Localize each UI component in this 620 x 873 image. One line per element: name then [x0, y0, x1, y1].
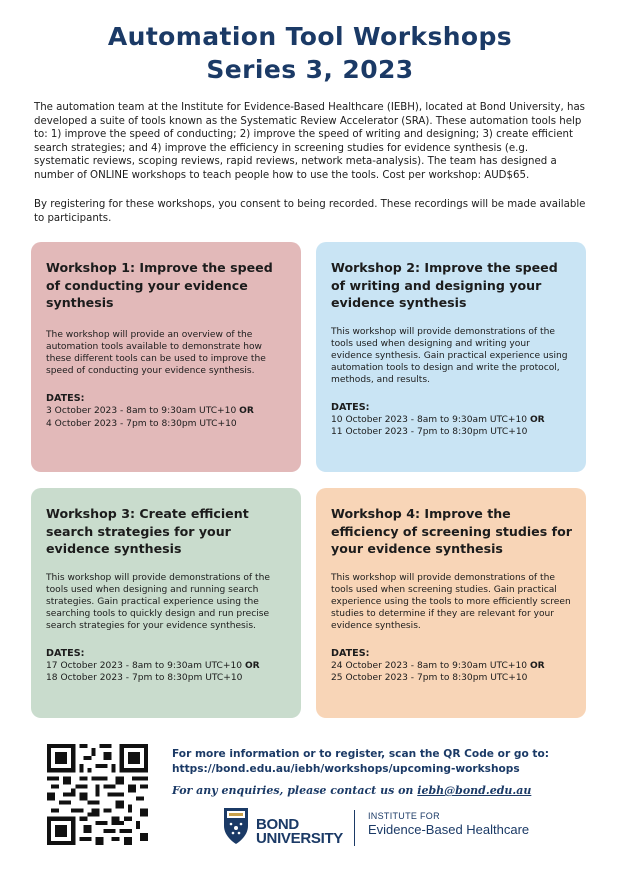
logo-divider	[354, 810, 355, 846]
date-option-1	[331, 414, 572, 426]
info-text: For more information or to register, scan the QR Code or go to:	[172, 748, 549, 760]
workshop-description: This workshop will provide demonstrations of the tools used when designing and writing your evidence synthesis. Gain practical experience using automation tools to design and write the protocol, methods, and results.	[331, 326, 568, 386]
workshop-card-2	[316, 242, 586, 472]
workshop-description: This workshop will provide demonstrations of the tools used when screening studies. Gain practical experience using the tools to more efficiently screen studies to determine if they are relevant for your evidence synthesis.	[331, 572, 571, 632]
enquiry-text: For any enquiries, please contact us on	[172, 784, 414, 797]
crest-icon	[222, 806, 250, 846]
consent-paragraph: By registering for these workshops, you consent to being recorded. These recordings will be made available to participants.	[34, 199, 586, 224]
or-label: OR	[529, 660, 545, 671]
dates-label: DATES:	[46, 647, 85, 659]
dates-label: DATES:	[46, 393, 85, 405]
enquiry-line	[172, 784, 592, 798]
workshop-title: Workshop 3: Create efficient search strategies for your evidence synthesis	[46, 506, 249, 556]
or-label: OR	[244, 660, 260, 671]
workshop-title: Workshop 1: Improve the speed of conducting your evidence synthesis	[46, 260, 273, 310]
date-text: 10 October 2023 - 8am to 9:30am UTC+10	[331, 414, 528, 425]
intro-paragraph: The automation team at the Institute for Evidence-Based Healthcare (IEBH), located at Bond University, has developed a suite of tools known as the Systematic Review Accelerator (SRA). These automation tools help to: 1) improve the speed of conducting; 2) improve the speed of writing and designing; 3) create efficient search strategies; and 4) improve the efficiency in screening studies for evidence synthesis (e.g. systematic reviews, scoping reviews, rapid reviews, network meta-analysis). The team has designed a number of ONLINE workshops to teach people how to use the tools. Cost per workshop: AUD$65.	[34, 102, 585, 181]
title-line-1: Automation Tool Workshops	[107, 22, 513, 51]
workshop-card-4	[316, 488, 586, 718]
iebh-line-1: INSTITUTE FOR	[368, 811, 440, 821]
date-text: 3 October 2023 - 8am to 9:30am UTC+10	[46, 406, 237, 417]
iebh-line-2: Evidence-Based Healthcare	[368, 822, 530, 837]
date-text: 24 October 2023 - 8am to 9:30am UTC+10	[331, 660, 528, 671]
date-option-2: 18 October 2023 - 7pm to 8:30pm UTC+10	[46, 672, 243, 683]
date-option-1	[46, 660, 287, 672]
bond-line-2: UNIVERSITY	[256, 830, 344, 847]
workshop-card-3	[31, 488, 301, 718]
date-option-2: 4 October 2023 - 7pm to 8:30pm UTC+10	[46, 418, 237, 429]
workshop-description: The workshop will provide an overview of the automation tools available to demonstrate how these different tools can be used to improve the speed of conducting your evidence synthesis.	[46, 329, 266, 377]
bond-wordmark	[256, 818, 343, 846]
title-line-2: Series 3, 2023	[206, 55, 414, 84]
qr-code-icon[interactable]	[47, 744, 148, 845]
or-label: OR	[239, 406, 254, 417]
date-option-1	[46, 405, 287, 417]
registration-info	[172, 747, 592, 777]
or-label: OR	[529, 414, 545, 425]
workshop-card-1	[31, 242, 301, 472]
registration-link[interactable]: https://bond.edu.au/iebh/workshops/upcoming-workshops	[172, 763, 520, 775]
workshop-title: Workshop 2: Improve the speed of writing and designing your evidence synthesis	[331, 260, 558, 310]
email-link[interactable]: iebh@bond.edu.au	[417, 784, 532, 797]
bond-line-1: BOND	[256, 816, 299, 833]
dates-label: DATES:	[331, 401, 370, 413]
bond-university-logo	[222, 806, 346, 850]
date-text: 17 October 2023 - 8am to 9:30am UTC+10	[46, 660, 243, 671]
workshop-title: Workshop 4: Improve the efficiency of screening studies for your evidence synthesis	[331, 506, 572, 556]
page-title	[0, 20, 620, 86]
workshop-description: This workshop will provide demonstrations of the tools used when designing and running search strategies. Gain practical experience using the searching tools to quickly design and run precise search strategies for your evidence synthesis.	[46, 572, 270, 632]
date-option-1	[331, 660, 572, 672]
dates-label: DATES:	[331, 647, 370, 659]
date-option-2: 11 October 2023 - 7pm to 8:30pm UTC+10	[331, 426, 528, 437]
iebh-logo	[368, 811, 548, 838]
date-option-2: 25 October 2023 - 7pm to 8:30pm UTC+10	[331, 672, 528, 683]
